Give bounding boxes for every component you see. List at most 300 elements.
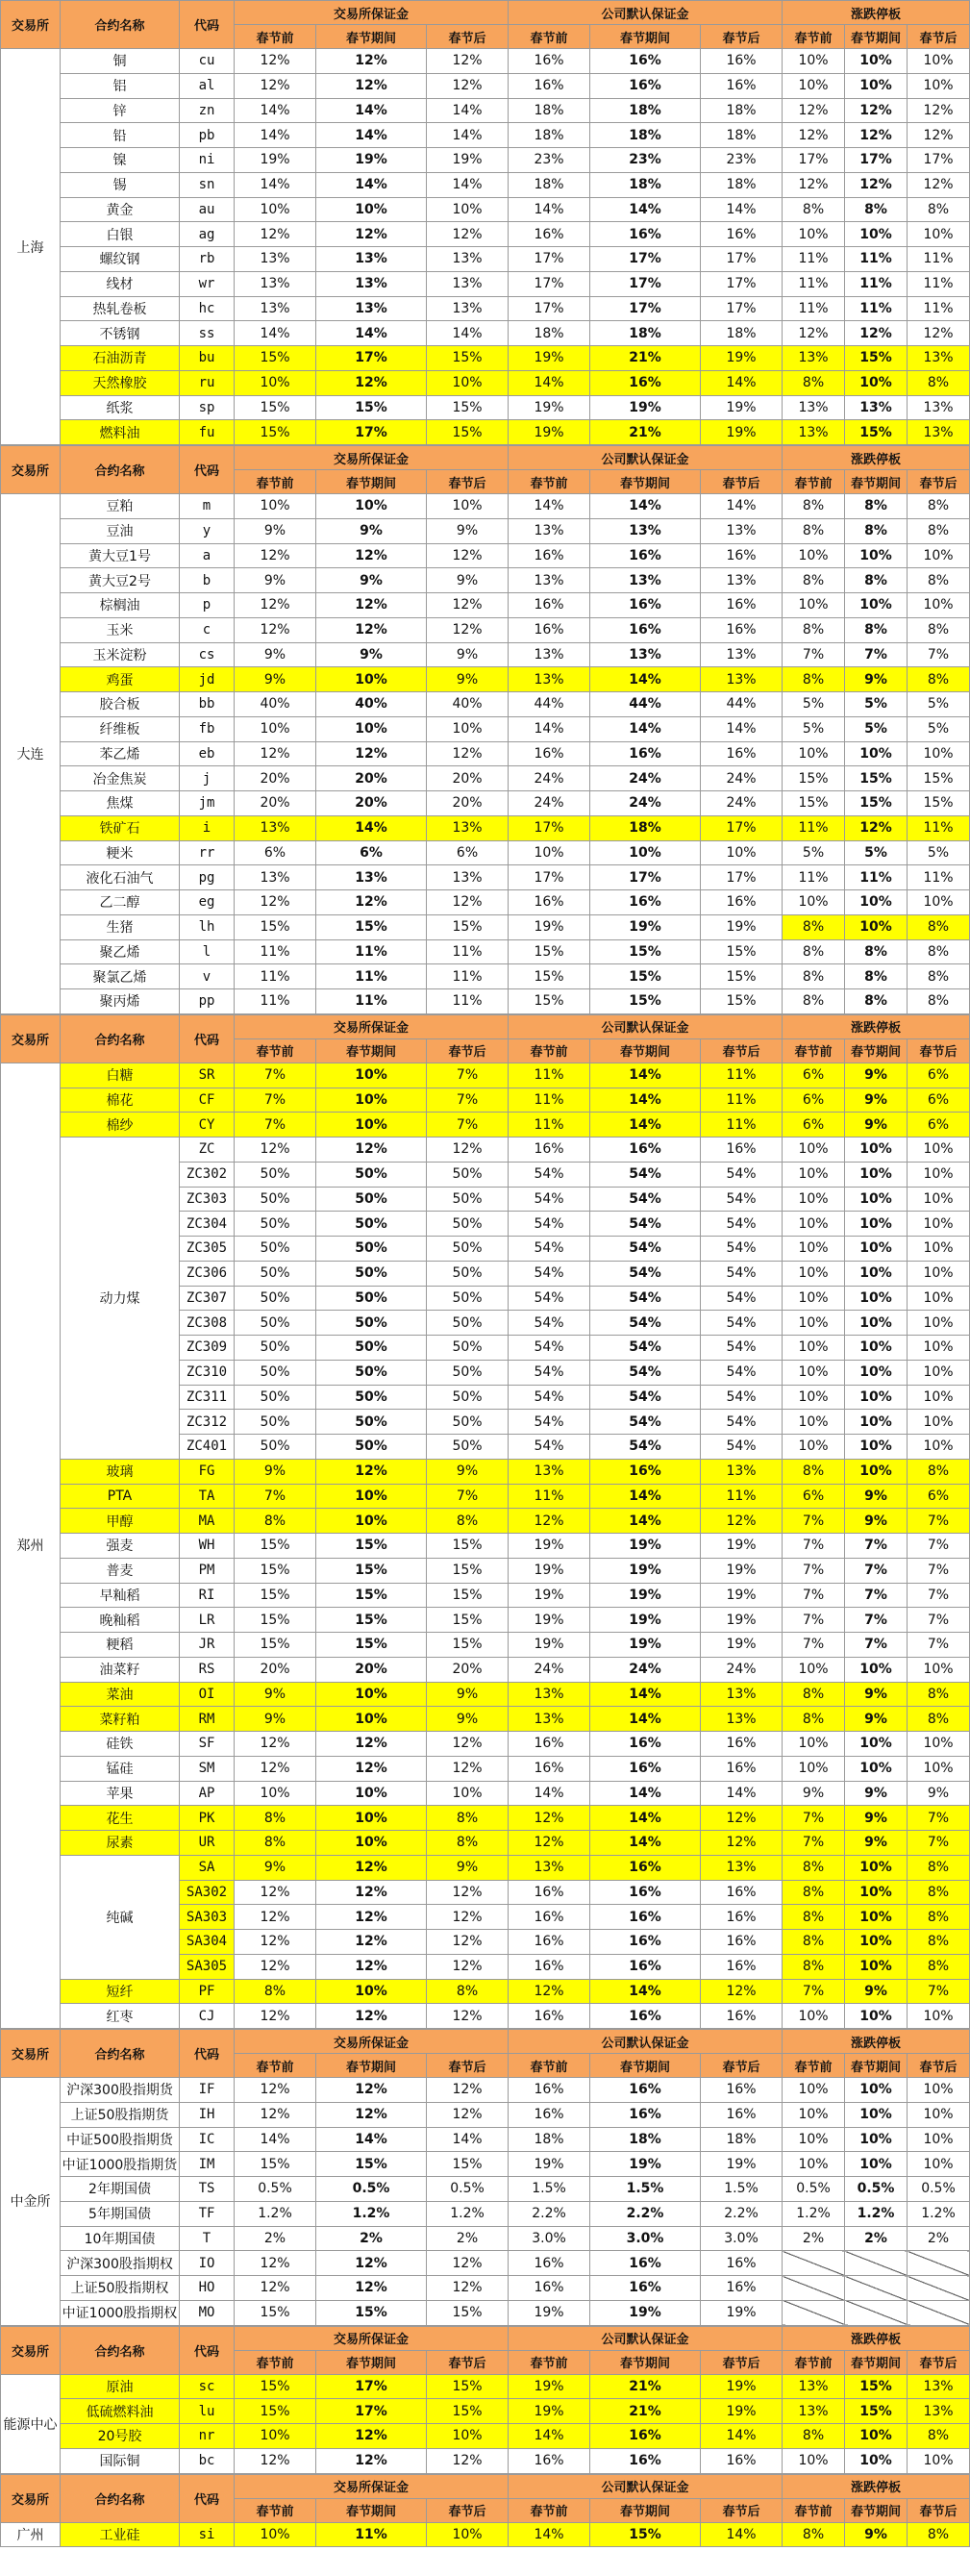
- value-cell: 16%: [590, 1930, 701, 1955]
- value-cell: 19%: [590, 914, 701, 939]
- value-cell: 44%: [701, 692, 783, 717]
- header-price-limit: 涨跌停板: [783, 2030, 970, 2054]
- value-cell: 14%: [316, 2127, 427, 2152]
- table-row: [1, 642, 970, 667]
- header-exchange: 交易所: [1, 2326, 61, 2374]
- value-cell: 54%: [590, 1435, 701, 1460]
- value-cell: 54%: [509, 1435, 590, 1460]
- header-after: 春节后: [427, 1038, 509, 1063]
- value-cell: 15%: [316, 1534, 427, 1559]
- value-cell: 18%: [701, 98, 783, 123]
- value-cell: 9%: [235, 1855, 316, 1880]
- contract-code: SF: [180, 1732, 235, 1757]
- header-price-limit: 涨跌停板: [783, 2474, 970, 2498]
- table-row: [1, 716, 970, 741]
- value-cell: 13%: [783, 2399, 845, 2424]
- value-cell: 10%: [845, 1410, 908, 1435]
- value-cell: 13%: [908, 2399, 970, 2424]
- header-before: 春节前: [509, 470, 590, 494]
- value-cell: 23%: [590, 148, 701, 173]
- value-cell: 50%: [235, 1286, 316, 1311]
- contract-code: jd: [180, 667, 235, 692]
- value-cell: 10%: [845, 1162, 908, 1187]
- value-cell: 21%: [590, 2399, 701, 2424]
- table-row: [1, 1657, 970, 1682]
- value-cell: 12%: [509, 1806, 590, 1831]
- table-row: [1, 568, 970, 593]
- value-cell: 16%: [509, 73, 590, 98]
- value-cell: 13%: [235, 296, 316, 321]
- value-cell: 1.2%: [427, 2201, 509, 2226]
- value-cell: 15%: [427, 420, 509, 445]
- value-cell: 10%: [783, 73, 845, 98]
- value-cell: 9%: [427, 1707, 509, 1732]
- value-cell: 13%: [316, 271, 427, 296]
- header-price-limit: 涨跌停板: [783, 446, 970, 470]
- header-exchange: 交易所: [1, 1014, 61, 1063]
- value-cell: 10%: [783, 593, 845, 618]
- value-cell: 14%: [427, 321, 509, 346]
- value-cell: 10%: [845, 890, 908, 915]
- value-cell: 2.2%: [701, 2201, 783, 2226]
- header-contract: 合约名称: [61, 1014, 180, 1063]
- value-cell: 15%: [316, 395, 427, 420]
- value-cell: 8%: [845, 494, 908, 519]
- header-after: 春节后: [427, 2350, 509, 2374]
- value-cell: 16%: [590, 741, 701, 766]
- value-cell: 10%: [845, 49, 908, 74]
- table-row: [1, 1781, 970, 1806]
- contract-code: TA: [180, 1484, 235, 1509]
- value-cell: 2%: [783, 2226, 845, 2251]
- value-cell: 5%: [783, 840, 845, 865]
- value-cell: 8%: [783, 964, 845, 989]
- value-cell: 16%: [509, 49, 590, 74]
- value-cell: 10%: [783, 1360, 845, 1385]
- value-cell: 18%: [509, 2127, 590, 2152]
- header-price-limit: 涨跌停板: [783, 1014, 970, 1038]
- value-cell: 54%: [509, 1311, 590, 1336]
- value-cell: 10%: [845, 1657, 908, 1682]
- value-cell: 11%: [316, 989, 427, 1014]
- value-cell: 19%: [509, 914, 590, 939]
- value-cell: 7%: [783, 1583, 845, 1608]
- value-cell: 19%: [590, 1534, 701, 1559]
- value-cell: 0.5%: [908, 2177, 970, 2202]
- value-cell: 8%: [908, 1880, 970, 1905]
- value-cell: 6%: [783, 1484, 845, 1509]
- value-cell: 9%: [845, 1113, 908, 1138]
- value-cell: 5%: [783, 692, 845, 717]
- contract-code: IO: [180, 2251, 235, 2276]
- value-cell: 10%: [908, 2448, 970, 2473]
- value-cell: 54%: [701, 1187, 783, 1212]
- value-cell: 10%: [845, 1336, 908, 1361]
- value-cell: 7%: [845, 1608, 908, 1633]
- value-cell: 15%: [235, 2152, 316, 2177]
- value-cell: 16%: [701, 1880, 783, 1905]
- value-cell: 12%: [235, 741, 316, 766]
- value-cell: 10%: [783, 2152, 845, 2177]
- value-cell: 12%: [316, 1732, 427, 1757]
- value-cell: 10%: [845, 2078, 908, 2103]
- value-cell: 8%: [908, 2424, 970, 2449]
- value-cell: 12%: [427, 2102, 509, 2127]
- contract-name: 白糖: [61, 1063, 180, 1088]
- table-row: [1, 420, 970, 445]
- table-row: [1, 1459, 970, 1484]
- value-cell: 8%: [783, 370, 845, 395]
- value-cell: 10%: [235, 370, 316, 395]
- value-cell: 24%: [701, 1657, 783, 1682]
- value-cell: 54%: [590, 1187, 701, 1212]
- table-row: [1, 791, 970, 816]
- value-cell: 50%: [427, 1435, 509, 1460]
- value-cell: 11%: [908, 865, 970, 890]
- header-after: 春节后: [908, 2498, 970, 2522]
- value-cell: 9%: [235, 1682, 316, 1707]
- header-before: 春节前: [783, 25, 845, 49]
- value-cell: 16%: [509, 1930, 590, 1955]
- value-cell: 5%: [845, 692, 908, 717]
- contract-code: ss: [180, 321, 235, 346]
- value-cell: 12%: [701, 1979, 783, 2004]
- value-cell: 13%: [701, 518, 783, 543]
- contract-name: 花生: [61, 1806, 180, 1831]
- value-cell: 14%: [316, 815, 427, 840]
- table-row: [1, 617, 970, 642]
- value-cell: 12%: [235, 2004, 316, 2029]
- value-cell: 8%: [908, 617, 970, 642]
- value-cell: 10%: [908, 593, 970, 618]
- value-cell: 6%: [783, 1113, 845, 1138]
- contract-name: 黄大豆2号: [61, 568, 180, 593]
- value-cell: 54%: [590, 1162, 701, 1187]
- header-code: 代码: [180, 1014, 235, 1063]
- value-cell: 15%: [427, 914, 509, 939]
- value-cell: 15%: [427, 2300, 509, 2325]
- value-cell: 1.5%: [701, 2177, 783, 2202]
- value-cell: 12%: [316, 1459, 427, 1484]
- value-cell: 19%: [509, 2300, 590, 2325]
- value-cell: 14%: [590, 1484, 701, 1509]
- table-row: [1, 1509, 970, 1534]
- table-row: [1, 1831, 970, 1856]
- contract-code: bu: [180, 346, 235, 371]
- value-cell: 10%: [427, 716, 509, 741]
- value-cell: 8%: [908, 1682, 970, 1707]
- value-cell: 50%: [316, 1237, 427, 1262]
- table-row: [1, 1682, 970, 1707]
- value-cell: 11%: [783, 815, 845, 840]
- section-table: [0, 0, 970, 445]
- value-cell: 13%: [316, 865, 427, 890]
- value-cell: 14%: [316, 123, 427, 148]
- value-cell: 11%: [908, 271, 970, 296]
- value-cell: 12%: [316, 1756, 427, 1781]
- value-cell: 8%: [783, 1707, 845, 1732]
- value-cell: 10%: [783, 1162, 845, 1187]
- contract-name: 工业硅: [61, 2522, 180, 2547]
- value-cell: 16%: [701, 2448, 783, 2473]
- value-cell: 10%: [908, 1336, 970, 1361]
- value-cell: 8%: [908, 1707, 970, 1732]
- value-cell: 13%: [908, 2374, 970, 2399]
- header-row: [1, 446, 970, 470]
- header-contract: 合约名称: [61, 446, 180, 494]
- value-cell: [783, 2251, 845, 2276]
- value-cell: 15%: [235, 2374, 316, 2399]
- table-row: [1, 914, 970, 939]
- value-cell: 17%: [590, 247, 701, 272]
- table-row: [1, 1633, 970, 1658]
- value-cell: 10%: [845, 543, 908, 568]
- header-exchange-margin: 交易所保证金: [235, 2474, 509, 2498]
- contract-name: 冶金焦炭: [61, 766, 180, 791]
- value-cell: 10%: [235, 716, 316, 741]
- value-cell: 14%: [590, 1509, 701, 1534]
- value-cell: 13%: [908, 420, 970, 445]
- contract-name: 镍: [61, 148, 180, 173]
- value-cell: 54%: [509, 1162, 590, 1187]
- header-during: 春节期间: [845, 2498, 908, 2522]
- value-cell: 12%: [427, 1138, 509, 1163]
- contract-name: 菜籽粕: [61, 1707, 180, 1732]
- value-cell: 10%: [316, 1063, 427, 1088]
- contract-code: SA304: [180, 1930, 235, 1955]
- value-cell: 54%: [509, 1237, 590, 1262]
- value-cell: 12%: [427, 2276, 509, 2301]
- value-cell: 10%: [845, 1459, 908, 1484]
- value-cell: 16%: [590, 2078, 701, 2103]
- value-cell: 9%: [235, 568, 316, 593]
- contract-name: 纤维板: [61, 716, 180, 741]
- contract-code: b: [180, 568, 235, 593]
- table-row: [1, 692, 970, 717]
- value-cell: 10%: [783, 49, 845, 74]
- value-cell: 19%: [701, 420, 783, 445]
- contract-code: ZC306: [180, 1261, 235, 1286]
- value-cell: 5%: [845, 840, 908, 865]
- value-cell: 17%: [845, 148, 908, 173]
- value-cell: 12%: [427, 1930, 509, 1955]
- value-cell: 9%: [783, 1781, 845, 1806]
- value-cell: 16%: [509, 222, 590, 247]
- contract-name: 鸡蛋: [61, 667, 180, 692]
- value-cell: 12%: [427, 1880, 509, 1905]
- value-cell: 10%: [783, 1187, 845, 1212]
- table-row: [1, 1979, 970, 2004]
- value-cell: 10%: [427, 370, 509, 395]
- contract-code: ZC307: [180, 1286, 235, 1311]
- value-cell: 12%: [316, 2276, 427, 2301]
- exchange-label: 上海: [1, 49, 61, 445]
- header-during: 春节期间: [316, 470, 427, 494]
- value-cell: 18%: [590, 2127, 701, 2152]
- contract-name: 铜: [61, 49, 180, 74]
- value-cell: 1.2%: [845, 2201, 908, 2226]
- value-cell: 0.5%: [427, 2177, 509, 2202]
- value-cell: 13%: [427, 815, 509, 840]
- header-after: 春节后: [701, 2054, 783, 2078]
- table-row: [1, 2226, 970, 2251]
- value-cell: 2%: [908, 2226, 970, 2251]
- header-before: 春节前: [235, 470, 316, 494]
- contract-code: UR: [180, 1831, 235, 1856]
- value-cell: 13%: [845, 395, 908, 420]
- value-cell: 8%: [783, 914, 845, 939]
- value-cell: 7%: [783, 1558, 845, 1583]
- contract-code: RS: [180, 1657, 235, 1682]
- value-cell: 16%: [509, 617, 590, 642]
- value-cell: 16%: [590, 617, 701, 642]
- value-cell: 8%: [908, 494, 970, 519]
- value-cell: 50%: [235, 1261, 316, 1286]
- value-cell: 54%: [509, 1187, 590, 1212]
- header-company-margin: 公司默认保证金: [509, 1, 783, 25]
- value-cell: 6%: [908, 1113, 970, 1138]
- value-cell: 12%: [235, 2251, 316, 2276]
- value-cell: 7%: [845, 1583, 908, 1608]
- contract-code: RM: [180, 1707, 235, 1732]
- value-cell: 15%: [427, 2374, 509, 2399]
- contract-name: 20号胶: [61, 2424, 180, 2449]
- header-row: [1, 2030, 970, 2054]
- value-cell: 11%: [908, 296, 970, 321]
- value-cell: 9%: [845, 667, 908, 692]
- contract-code: jm: [180, 791, 235, 816]
- value-cell: 16%: [509, 1756, 590, 1781]
- contract-code: au: [180, 197, 235, 222]
- value-cell: 12%: [509, 1979, 590, 2004]
- contract-name: 锰硅: [61, 1756, 180, 1781]
- value-cell: 50%: [427, 1385, 509, 1410]
- contract-name: 豆粕: [61, 494, 180, 519]
- value-cell: 20%: [316, 791, 427, 816]
- table-row: [1, 2102, 970, 2127]
- value-cell: 14%: [590, 667, 701, 692]
- value-cell: 15%: [316, 1583, 427, 1608]
- contract-name: 乙二醇: [61, 890, 180, 915]
- value-cell: 9%: [845, 1509, 908, 1534]
- value-cell: 11%: [316, 964, 427, 989]
- contract-code: SR: [180, 1063, 235, 1088]
- value-cell: 10%: [845, 2004, 908, 2029]
- value-cell: 15%: [590, 2522, 701, 2547]
- value-cell: 54%: [509, 1336, 590, 1361]
- contract-code: eb: [180, 741, 235, 766]
- value-cell: 54%: [509, 1212, 590, 1237]
- value-cell: 10%: [427, 2522, 509, 2547]
- value-cell: 0.5%: [845, 2177, 908, 2202]
- value-cell: [908, 2251, 970, 2276]
- value-cell: 11%: [509, 1113, 590, 1138]
- value-cell: 18%: [701, 123, 783, 148]
- header-exchange: 交易所: [1, 1, 61, 49]
- value-cell: 10%: [316, 1113, 427, 1138]
- value-cell: 16%: [509, 2004, 590, 2029]
- value-cell: 9%: [316, 568, 427, 593]
- value-cell: 54%: [701, 1435, 783, 1460]
- value-cell: 12%: [701, 1831, 783, 1856]
- contract-code: cu: [180, 49, 235, 74]
- header-after: 春节后: [701, 25, 783, 49]
- value-cell: 2%: [845, 2226, 908, 2251]
- contract-name: 铝: [61, 73, 180, 98]
- value-cell: 16%: [701, 2004, 783, 2029]
- value-cell: 12%: [235, 617, 316, 642]
- contract-name: 白银: [61, 222, 180, 247]
- value-cell: 7%: [235, 1113, 316, 1138]
- value-cell: 10%: [783, 2004, 845, 2029]
- contract-name: PTA: [61, 1484, 180, 1509]
- value-cell: 10%: [845, 1732, 908, 1757]
- value-cell: 16%: [509, 1732, 590, 1757]
- value-cell: 12%: [427, 741, 509, 766]
- header-exchange-margin: 交易所保证金: [235, 1, 509, 25]
- contract-code: fu: [180, 420, 235, 445]
- value-cell: 15%: [845, 420, 908, 445]
- value-cell: 54%: [590, 1410, 701, 1435]
- value-cell: 15%: [235, 2399, 316, 2424]
- value-cell: 14%: [235, 172, 316, 197]
- value-cell: 10%: [908, 1360, 970, 1385]
- value-cell: 14%: [316, 172, 427, 197]
- value-cell: 8%: [783, 2424, 845, 2449]
- value-cell: 19%: [509, 346, 590, 371]
- value-cell: 11%: [427, 939, 509, 964]
- value-cell: 18%: [590, 815, 701, 840]
- value-cell: 15%: [235, 346, 316, 371]
- value-cell: 44%: [590, 692, 701, 717]
- value-cell: 10%: [908, 741, 970, 766]
- value-cell: [908, 2300, 970, 2325]
- value-cell: 50%: [427, 1261, 509, 1286]
- value-cell: 8%: [783, 939, 845, 964]
- value-cell: 1.5%: [590, 2177, 701, 2202]
- value-cell: 0.5%: [235, 2177, 316, 2202]
- value-cell: 12%: [427, 890, 509, 915]
- value-cell: 7%: [427, 1063, 509, 1088]
- value-cell: 10%: [908, 1410, 970, 1435]
- table-row: [1, 247, 970, 272]
- value-cell: 50%: [235, 1187, 316, 1212]
- contract-code: TF: [180, 2201, 235, 2226]
- header-during: 春节期间: [845, 1038, 908, 1063]
- value-cell: 2.2%: [590, 2201, 701, 2226]
- value-cell: 10%: [845, 1286, 908, 1311]
- value-cell: 13%: [427, 271, 509, 296]
- header-company-margin: 公司默认保证金: [509, 2326, 783, 2350]
- contract-name: 锌: [61, 98, 180, 123]
- value-cell: 1.2%: [235, 2201, 316, 2226]
- value-cell: 12%: [235, 593, 316, 618]
- value-cell: 50%: [316, 1187, 427, 1212]
- value-cell: 16%: [509, 1880, 590, 1905]
- value-cell: [845, 2300, 908, 2325]
- value-cell: 11%: [701, 1484, 783, 1509]
- value-cell: 15%: [235, 1558, 316, 1583]
- value-cell: 8%: [908, 2522, 970, 2547]
- value-cell: 10%: [783, 1336, 845, 1361]
- value-cell: 9%: [316, 642, 427, 667]
- table-row: [1, 222, 970, 247]
- value-cell: 2%: [235, 2226, 316, 2251]
- value-cell: 24%: [509, 791, 590, 816]
- value-cell: 7%: [908, 1534, 970, 1559]
- value-cell: 8%: [908, 568, 970, 593]
- value-cell: 15%: [783, 766, 845, 791]
